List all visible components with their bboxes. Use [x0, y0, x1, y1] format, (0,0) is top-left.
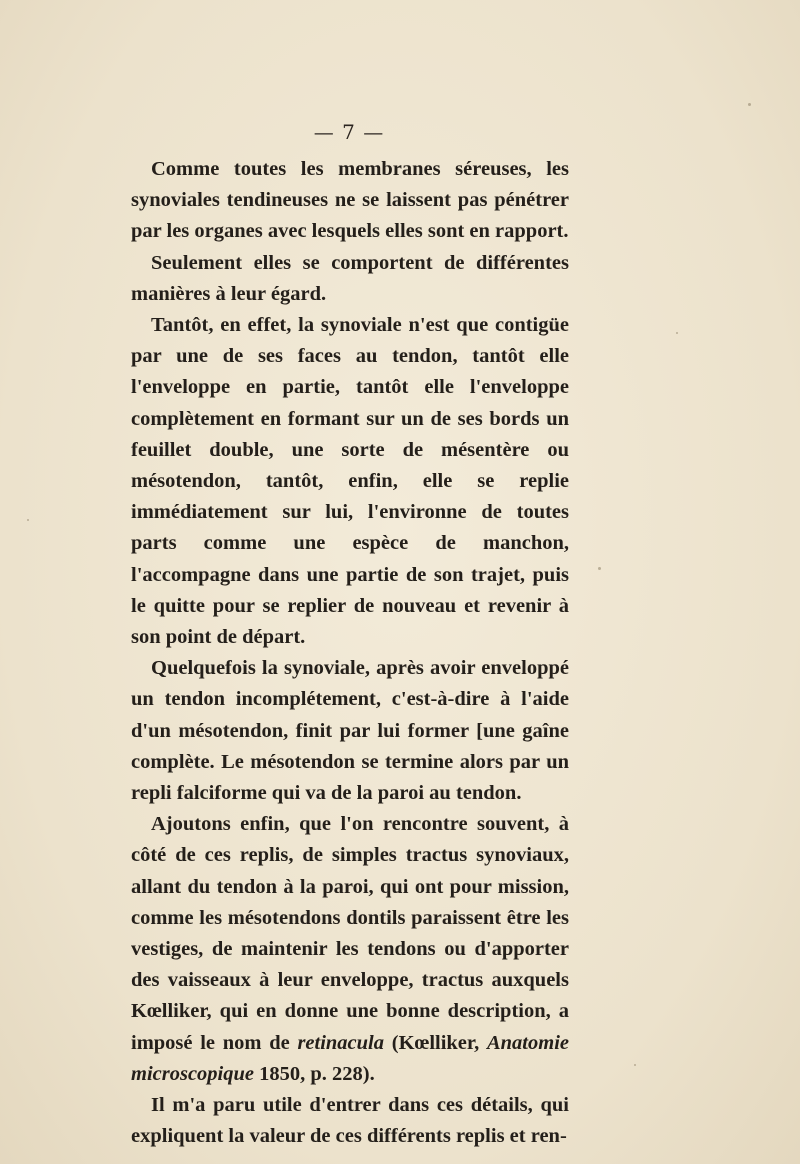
paragraph: Quelquefois la synoviale, après avoir enveloppé un tendon incomplétement, c'est-à-dire à l'aide d'un mésotendon, finit par lui former [une gaîne complète. Le mésotendon se termine alors par un repli falciforme qui va de la paroi au tendon. [131, 657, 569, 805]
paper-speck [27, 519, 29, 521]
paragraph: Il m'a paru utile d'entrer dans ces détails, qui expliquent la valeur de ces différents replis et ren- [131, 1094, 569, 1148]
body-text [131, 154, 569, 1153]
paragraph: Seulement elles se comportent de différentes manières à leur égard. [131, 251, 569, 305]
paper-speck [634, 1064, 636, 1066]
paper-speck [748, 103, 751, 106]
paragraph: Ajoutons enfin, que l'on rencontre souvent, à côté de ces replis, de simples tractus synoviaux, allant du tendon à la paroi, qui ont pour mission, comme les mésotendons dontils paraissent être les vestiges, de maintenir les tendons ou d'apporter des vaisseaux à leur enveloppe, tractus auxquels Kœlliker, qui en donne une bonne description, a imposé le nom de retinacula (Kœlliker, Anatomie microscopique 1850, p. 228). [131, 813, 569, 1085]
paragraph: Tantôt, en effet, la synoviale n'est que contigüe par une de ses faces au tendon, tantôt elle l'enveloppe en partie, tantôt elle l'enveloppe complètement en formant sur un de ses bords un feuillet double, une sorte de mésentère ou mésotendon, tantôt, enfin, elle se replie immédiatement sur lui, l'environne de toutes parts comme une espèce de manchon, l'accompagne dans une partie de son trajet, puis le quitte pour se replier de nouveau et revenir à son point de départ. [131, 314, 569, 649]
italic-book-title: Anatomie microscopique [131, 1031, 569, 1085]
page-number: — 7 — [313, 120, 385, 144]
italic-term: retinacula [297, 1031, 385, 1054]
paper-speck [598, 567, 601, 570]
paragraph: Comme toutes les membranes séreuses, les synoviales tendineuses ne se laissent pas pénétrer par les organes avec lesquels elles sont en rapport. [131, 158, 569, 243]
paper-speck [676, 332, 678, 334]
